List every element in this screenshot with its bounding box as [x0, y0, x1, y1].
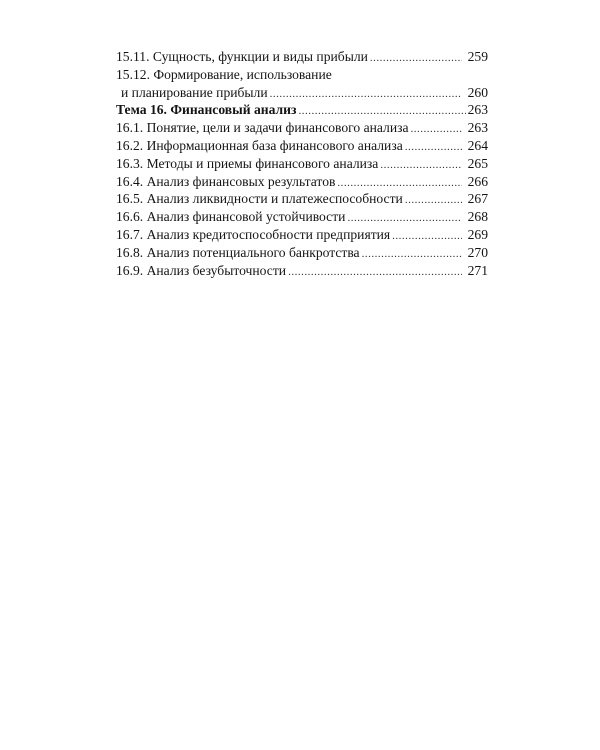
toc-entry-16-9 — [116, 262, 488, 280]
toc-entry-title: 15.12. Формирование, использование — [116, 66, 332, 82]
toc-entry-title: 16.4. Анализ финансовых результатов — [116, 173, 336, 189]
toc-entry-15-11 — [116, 48, 488, 66]
toc-entry-16-7 — [116, 226, 488, 244]
dot-leader — [288, 264, 462, 282]
toc-entry-title: и планирование прибыли — [121, 84, 268, 100]
toc-entry-16-8 — [116, 244, 488, 262]
toc-entry-title: 16.2. Информационная база финансового анализа — [116, 137, 403, 153]
toc-entry-page: 267 — [467, 191, 488, 207]
toc-entry-16-2 — [116, 137, 488, 155]
toc-entry-title: 16.8. Анализ потенциального банкротства — [116, 244, 360, 260]
toc-entry-page: 265 — [467, 155, 488, 171]
toc-entry-16-5 — [116, 190, 488, 208]
toc-entry-page: 269 — [467, 226, 488, 242]
toc-entry-page: 264 — [467, 137, 488, 153]
toc-entry-15-12-continued — [116, 84, 488, 102]
toc-entry-title: 16.7. Анализ кредитоспособности предприятия — [116, 226, 391, 242]
toc-entry-title: 15.11. Сущность, функции и виды прибыли — [116, 49, 368, 64]
toc-entry-16-1 — [116, 119, 488, 137]
toc-entry-16-4 — [116, 173, 488, 191]
toc-entry-page: 268 — [467, 209, 488, 225]
toc-entry-16-6 — [116, 208, 488, 226]
table-of-contents — [116, 48, 488, 279]
toc-entry-page: 270 — [467, 244, 488, 260]
toc-entry-page: 263 — [467, 120, 488, 136]
toc-topic-16 — [116, 101, 488, 119]
toc-entry-title: 16.1. Понятие, цели и задачи финансового анализа — [116, 120, 409, 136]
toc-entry-page: 259 — [467, 49, 488, 64]
toc-entry-page: 266 — [467, 173, 488, 189]
toc-entry-page: 263 — [467, 102, 488, 118]
toc-entry-16-3 — [116, 155, 488, 173]
toc-entry-title: 16.5. Анализ ликвидности и платежеспособности — [116, 191, 403, 207]
toc-entry-page: 260 — [467, 84, 488, 100]
toc-entry-title: 16.9. Анализ безубыточности — [116, 262, 287, 278]
toc-entry-15-12 — [116, 66, 488, 84]
toc-entry-title: 16.3. Методы и приемы финансового анализа — [116, 155, 379, 171]
toc-entry-page: 271 — [467, 262, 488, 278]
toc-entry-title: 16.6. Анализ финансовой устойчивости — [116, 209, 346, 225]
toc-topic-title: Тема 16. Финансовый анализ — [116, 102, 297, 118]
